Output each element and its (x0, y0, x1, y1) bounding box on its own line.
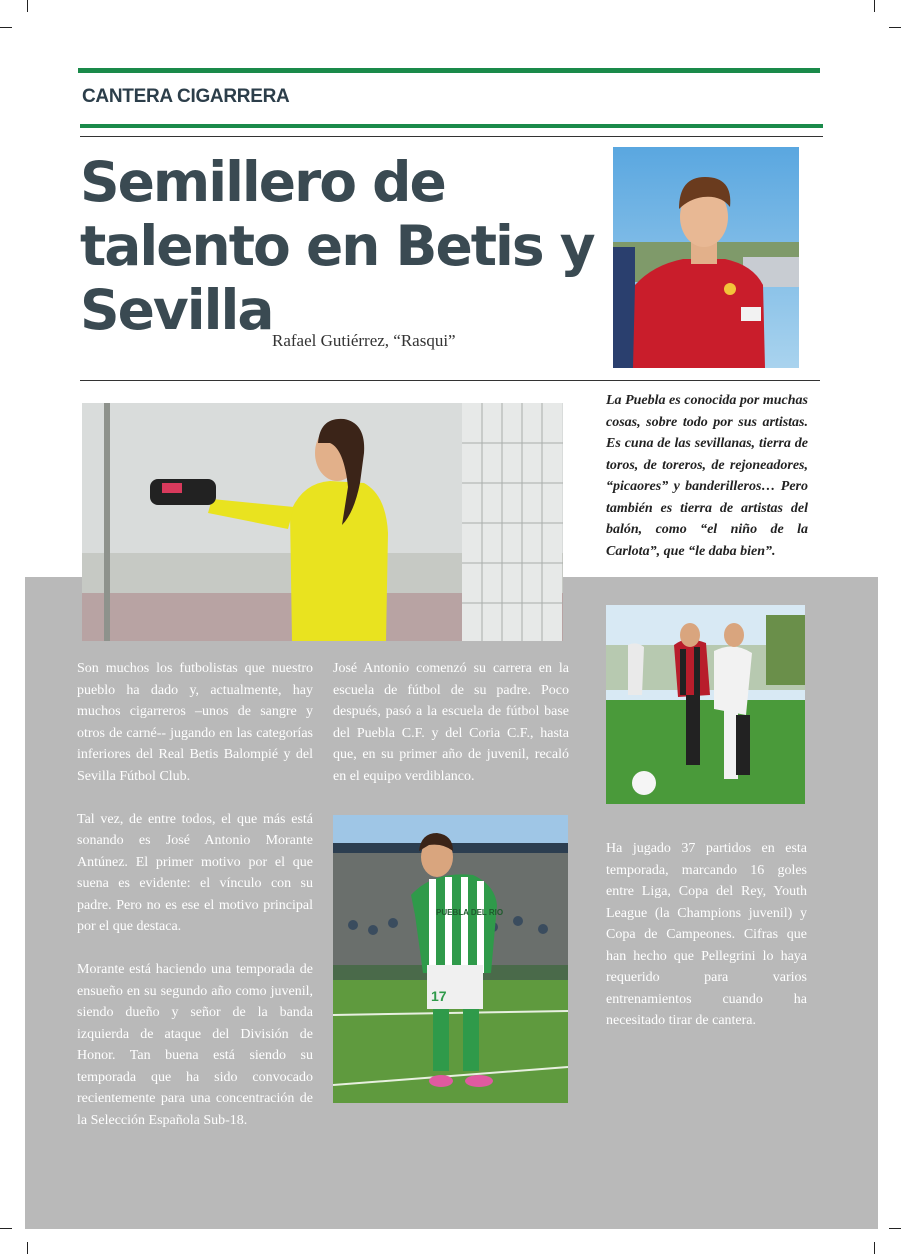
headline-line-2: talento en Betis y (80, 214, 594, 278)
section-label: CANTERA CIGARRERA (82, 86, 290, 107)
crop-mark-bottom-left (27, 1242, 28, 1254)
betis-player-illustration (333, 815, 568, 1103)
col1-paragraph-2: Tal vez, de entre todos, el que más está sonando es José Antonio Morante Antúnez. El primer motivo por el que suena es evidente: el vínculo con su padre. Pero no es ese el motivo principal por el que destaca. (77, 811, 313, 934)
article-headline (80, 150, 600, 342)
crop-mark-bottom-right (874, 1242, 875, 1254)
article-intro: La Puebla es conocida por muchas cosas, sobre todo por sus artistas. Es cuna de las sevillanas, tierra de toros, de toreros, de rejoneadores, “picaores” y banderilleros… Pero también es tierra de artistas del balón, como “el niño de la Carlota”, que “le daba bien”. (606, 393, 808, 559)
betis-shorts-number: 17 (431, 988, 447, 1004)
article-column-3 (606, 838, 807, 1053)
betis-shirt-text: PUEBLA DEL RIO (436, 908, 504, 917)
headline-line-3: Sevilla (80, 278, 273, 342)
match-action-illustration (606, 605, 805, 804)
col3-paragraph-1: Ha jugado 37 partidos en esta temporada, marcando 16 goles entre Liga, Copa del Rey, Youth League (la Champions juvenil) y Copa de Campeones. Cifras que han hecho que Pellegrini lo haya requerido para varios entrenamientos cuando ha necesitado tirar de cantera. (606, 841, 807, 1028)
crop-mark-bottom-right-h (889, 1228, 901, 1229)
headline-bottom-rule (80, 380, 820, 381)
crop-mark-bottom-left-h (0, 1228, 12, 1229)
portrait-photo-sevilla-player (613, 147, 799, 368)
top-green-rule (78, 68, 820, 73)
goalkeeper-illustration (82, 403, 563, 641)
col1-paragraph-1: Son muchos los futbolistas que nuestro pueblo ha dado y, actualmente, hay muchos cigarreros –unos de sangre y otros de carné-- jugando en las categorías inferiores del Real Betis Balompié y del Sevilla Fútbol Club. (77, 661, 313, 784)
article-column-2 (333, 658, 569, 809)
crop-mark-top-left (27, 0, 28, 12)
section-green-rule (80, 124, 823, 128)
photo-match-action (606, 605, 805, 804)
section-thin-rule (80, 136, 823, 137)
article-column-1 (77, 658, 313, 1153)
crop-mark-top-left-h (0, 27, 12, 28)
article-byline: Rafael Gutiérrez, “Rasqui” (272, 331, 456, 350)
crop-mark-top-right-h (889, 27, 901, 28)
portrait-illustration (613, 147, 799, 368)
photo-betis-player (333, 815, 568, 1103)
col2-paragraph-1: José Antonio comenzó su carrera en la escuela de fútbol de su padre. Poco después, pasó a la escuela de fútbol base del Puebla C.F. y del Coria C.F., hasta que, en su primer año de juvenil, recaló en el equipo verdiblanco. (333, 661, 569, 784)
col1-paragraph-3: Morante está haciendo una temporada de ensueño en su segundo año como juvenil, siendo dueño y señor de la banda izquierda de ataque del División de Honor. Tan buena está siendo su temporada que ha sido convocado recientemente para una concentración de la Selección Española Sub-18. (77, 962, 313, 1128)
headline-line-1: Semillero de (80, 150, 445, 214)
crop-mark-top-right (874, 0, 875, 12)
photo-goalkeeper (82, 403, 563, 641)
